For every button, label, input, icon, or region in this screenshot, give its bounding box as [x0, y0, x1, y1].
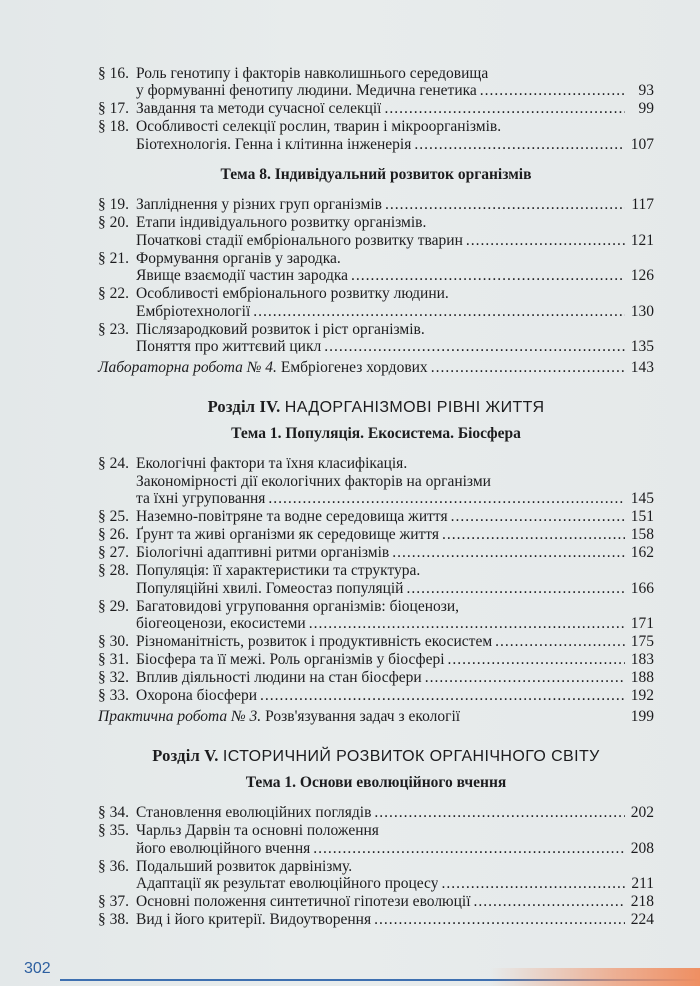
section-page: 166 — [630, 579, 654, 597]
section-number: § 29. — [98, 597, 129, 615]
toc-entry — [98, 455, 654, 508]
footer-accent — [490, 968, 700, 986]
section-page: 117 — [631, 196, 654, 213]
section-title-last-line — [136, 232, 654, 250]
section-title: Біологічні адаптивні ритми організмів — [136, 544, 390, 561]
toc-entry — [98, 196, 654, 214]
leader-dots — [374, 804, 625, 822]
section-title-last-line — [136, 669, 654, 687]
section-body — [136, 911, 654, 929]
section-title-line: Роль генотипу і факторів навколишнього середовища — [136, 64, 489, 82]
section-body — [136, 562, 654, 597]
section-title-last-line — [136, 687, 654, 705]
section-body — [136, 598, 654, 633]
section-page: 218 — [630, 893, 654, 910]
lab-work-4 — [98, 359, 654, 377]
part-5-title: ІСТОРИЧНИЙ РОЗВИТОК ОРГАНІЧНОГО СВІТУ — [222, 748, 600, 765]
section-number: § 21. — [98, 249, 129, 267]
section-body — [136, 651, 654, 669]
section-number: § 26. — [98, 526, 129, 543]
leader-dots — [351, 267, 625, 285]
toc-entry — [98, 822, 654, 857]
section-title: Популяційні хвилі. Гомеостаз популяцій — [136, 579, 404, 597]
section-title-last-line — [136, 136, 654, 154]
section-title-line: Популяція: її характеристики та структура. — [136, 562, 421, 579]
section-title-last-line — [136, 651, 654, 669]
section-title: Ембріотехнології — [136, 302, 251, 320]
section-number: § 36. — [98, 857, 129, 875]
leader-dots — [324, 338, 625, 356]
section-title-last-line — [136, 840, 654, 858]
section-title-last-line — [136, 893, 654, 911]
leader-dots — [448, 651, 625, 669]
section-title: Охорона біосфери — [136, 687, 258, 704]
section-number: § 24. — [98, 455, 129, 472]
leader-dots — [406, 580, 625, 598]
section-number: § 25. — [98, 508, 129, 525]
toc-entry — [98, 65, 654, 100]
section-title-line: Багатовидові угруповання організмів: біоценози, — [136, 597, 460, 615]
section-title-last-line — [136, 100, 654, 118]
leader-dots — [385, 196, 625, 214]
section-title-last-line — [136, 526, 654, 544]
section-page: 158 — [630, 526, 654, 543]
topic-8-heading: Тема 8. Індивідуальний розвиток організмів — [220, 166, 532, 183]
section-title: біогеоценози, екосистеми — [136, 615, 306, 632]
section-body — [136, 285, 654, 320]
section-title-last-line — [136, 338, 654, 356]
toc-entry — [98, 562, 654, 597]
section-number: § 19. — [98, 196, 129, 213]
toc-entry — [98, 687, 654, 705]
section-title: Поняття про життєвий цикл — [136, 338, 322, 355]
section-title: Адаптації як результат еволюційного процесу — [136, 875, 439, 892]
section-body — [136, 214, 654, 249]
section-body — [136, 526, 654, 544]
section-title: Становлення еволюційних поглядів — [136, 804, 372, 821]
section-title-last-line — [136, 490, 654, 508]
section-title-line: Особливості ембріонального розвитку людини. — [136, 285, 449, 302]
section-page: 130 — [630, 302, 654, 320]
toc-entry — [98, 508, 654, 526]
section-title-line: Етапи індивідуального розвитку організмів. — [136, 214, 427, 231]
toc-entry — [98, 804, 654, 822]
section-number: § 22. — [98, 285, 129, 302]
section-title: Ґрунт та живі організми як середовище життя — [136, 526, 439, 543]
lab-work-4-label: Лабораторна робота № 4. — [98, 358, 277, 376]
section-body — [136, 893, 654, 911]
section-title-last-line — [136, 196, 654, 214]
leader-dots — [431, 359, 625, 377]
leader-dots — [442, 526, 625, 544]
leader-dots — [495, 633, 625, 651]
section-page: 151 — [630, 508, 654, 525]
toc-entry — [98, 858, 654, 893]
leader-dots — [425, 669, 625, 687]
leader-dots — [474, 893, 625, 911]
toc-entry — [98, 100, 654, 118]
leader-dots — [451, 508, 625, 526]
toc-entry — [98, 214, 654, 249]
section-body — [136, 321, 654, 356]
section-number: § 23. — [98, 320, 129, 338]
section-title: Початкові стадії ембріонального розвитку тварин — [136, 231, 463, 249]
section-body — [136, 196, 654, 214]
toc-entry — [98, 544, 654, 562]
sections-d — [98, 804, 654, 929]
section-body — [136, 508, 654, 526]
section-title: Завдання та методи сучасної селекції — [136, 100, 382, 117]
practical-work-3-title: Розв'язування задач з екології — [265, 707, 461, 725]
topic-1a-heading: Тема 1. Популяція. Екосистема. Біосфера — [231, 425, 521, 442]
practical-work-3-label: Практична робота № 3. — [98, 707, 262, 725]
toc-entry — [98, 526, 654, 544]
section-title: Різноманітність, розвиток і продуктивність екосистем — [136, 633, 493, 650]
leader-dots — [260, 687, 625, 705]
leader-dots — [384, 100, 625, 118]
section-body — [136, 455, 654, 508]
section-body — [136, 100, 654, 118]
section-title: та їхні угруповання — [136, 490, 266, 507]
section-number: § 35. — [98, 822, 129, 839]
section-body — [136, 118, 654, 153]
section-title: його еволюційного вчення — [136, 839, 311, 857]
section-page: 99 — [638, 100, 654, 117]
section-number: § 16. — [98, 64, 129, 82]
leader-dots — [313, 840, 625, 858]
section-page: 162 — [630, 544, 654, 561]
section-title-last-line — [136, 615, 654, 633]
toc-entry — [98, 633, 654, 651]
section-title: у формуванні фенотипу людини. Медична генетика — [136, 82, 477, 99]
section-title-line: Формування органів у зародка. — [136, 249, 341, 267]
section-title-last-line — [136, 875, 654, 893]
sections-b — [98, 196, 654, 356]
section-page: 192 — [630, 687, 654, 704]
leader-dots — [480, 82, 625, 100]
section-number: § 31. — [98, 651, 129, 668]
toc-entry — [98, 669, 654, 687]
section-page: 107 — [630, 135, 654, 153]
toc-entry — [98, 911, 654, 929]
sections-c — [98, 455, 654, 705]
section-number: § 27. — [98, 544, 129, 561]
toc-entry — [98, 250, 654, 285]
leader-dots — [392, 544, 625, 562]
section-number: § 17. — [98, 100, 129, 117]
section-title-line: Післязародковий розвиток і ріст організмів. — [136, 320, 425, 338]
section-page: 145 — [630, 490, 654, 507]
section-page: 211 — [631, 875, 654, 892]
section-number: § 30. — [98, 633, 129, 650]
section-page: 93 — [638, 82, 654, 99]
leader-dots — [268, 490, 625, 508]
section-number: § 34. — [98, 804, 129, 821]
section-title: Наземно-повітряне та водне середовища життя — [136, 508, 448, 525]
section-title-line: Подальший розвиток дарвінізму. — [136, 857, 353, 875]
table-of-contents — [98, 64, 654, 929]
section-title-last-line — [136, 911, 654, 929]
section-number: § 33. — [98, 687, 129, 704]
part-5-heading — [98, 746, 654, 766]
section-page: 135 — [630, 338, 654, 355]
section-title-line: Екологічні фактори та їхня класифікація. — [136, 455, 408, 472]
part-5-label: Розділ V. — [152, 746, 219, 765]
section-title: Запліднення у різних груп організмів — [136, 196, 382, 213]
section-body — [136, 858, 654, 893]
section-page: 188 — [630, 669, 654, 686]
toc-entry — [98, 285, 654, 320]
section-title-last-line — [136, 580, 654, 598]
toc-entry — [98, 321, 654, 356]
leader-dots — [441, 875, 625, 893]
leader-dots — [414, 136, 625, 154]
section-title-line: Особливості селекції рослин, тварин і мікроорганізмів. — [136, 118, 502, 135]
leader-dots — [253, 303, 625, 321]
section-number: § 28. — [98, 562, 129, 579]
section-body — [136, 250, 654, 285]
leader-dots — [374, 911, 625, 929]
practical-work-3-page: 199 — [630, 707, 654, 725]
section-title-last-line — [136, 303, 654, 321]
section-page: 224 — [630, 911, 654, 928]
toc-entry — [98, 651, 654, 669]
section-title: Основні положення синтетичної гіпотези еволюції — [136, 893, 471, 910]
practical-work-3 — [98, 708, 654, 726]
toc-entry — [98, 118, 654, 153]
sections-a — [98, 65, 654, 154]
page-number: 302 — [24, 960, 51, 977]
section-body — [136, 804, 654, 822]
section-body — [136, 633, 654, 651]
section-title-last-line — [136, 508, 654, 526]
section-page: 126 — [630, 267, 654, 284]
leader-dots — [309, 615, 625, 633]
section-title-line: Чарльз Дарвін та основні положення — [136, 822, 379, 839]
section-page: 171 — [630, 615, 654, 632]
section-page: 202 — [630, 804, 654, 821]
lab-work-4-title: Ембріогенез хордових — [280, 358, 428, 376]
section-number: § 32. — [98, 669, 129, 686]
section-page: 175 — [630, 633, 654, 650]
section-title: Біотехнологія. Генна і клітинна інженерія — [136, 135, 412, 153]
section-number: § 18. — [98, 118, 129, 135]
section-title-last-line — [136, 804, 654, 822]
section-title-last-line — [136, 267, 654, 285]
part-4-title: НАДОРГАНІЗМОВІ РІВНІ ЖИТТЯ — [284, 399, 545, 416]
footer-decoration — [0, 968, 700, 986]
part-4-label: Розділ IV. — [207, 397, 281, 416]
section-number: § 37. — [98, 893, 129, 910]
section-title-last-line — [136, 82, 654, 100]
section-title-line: Закономірності дії екологічних факторів на організми — [136, 472, 491, 490]
section-body — [136, 65, 654, 100]
leader-dots — [466, 232, 625, 250]
section-body — [136, 544, 654, 562]
section-body — [136, 669, 654, 687]
topic-1b-heading: Тема 1. Основи еволюційного вчення — [245, 774, 507, 791]
lab-work-4-page: 143 — [630, 358, 654, 376]
section-title: Вплив діяльності людини на стан біосфери — [136, 669, 422, 686]
section-title: Явище взаємодії частин зародка — [136, 267, 349, 284]
toc-entry — [98, 598, 654, 633]
section-body — [136, 822, 654, 857]
section-number: § 20. — [98, 214, 129, 231]
toc-entry — [98, 893, 654, 911]
part-4-heading — [98, 397, 654, 417]
section-title: Біосфера та її межі. Роль організмів у біосфері — [136, 651, 445, 668]
section-title-last-line — [136, 544, 654, 562]
section-title-last-line — [136, 633, 654, 651]
section-page: 183 — [630, 651, 654, 668]
section-title: Вид і його критерії. Видоутворення — [136, 911, 372, 928]
section-page: 208 — [630, 839, 654, 857]
section-page: 121 — [630, 231, 654, 249]
section-body — [136, 687, 654, 705]
section-number: § 38. — [98, 911, 129, 928]
